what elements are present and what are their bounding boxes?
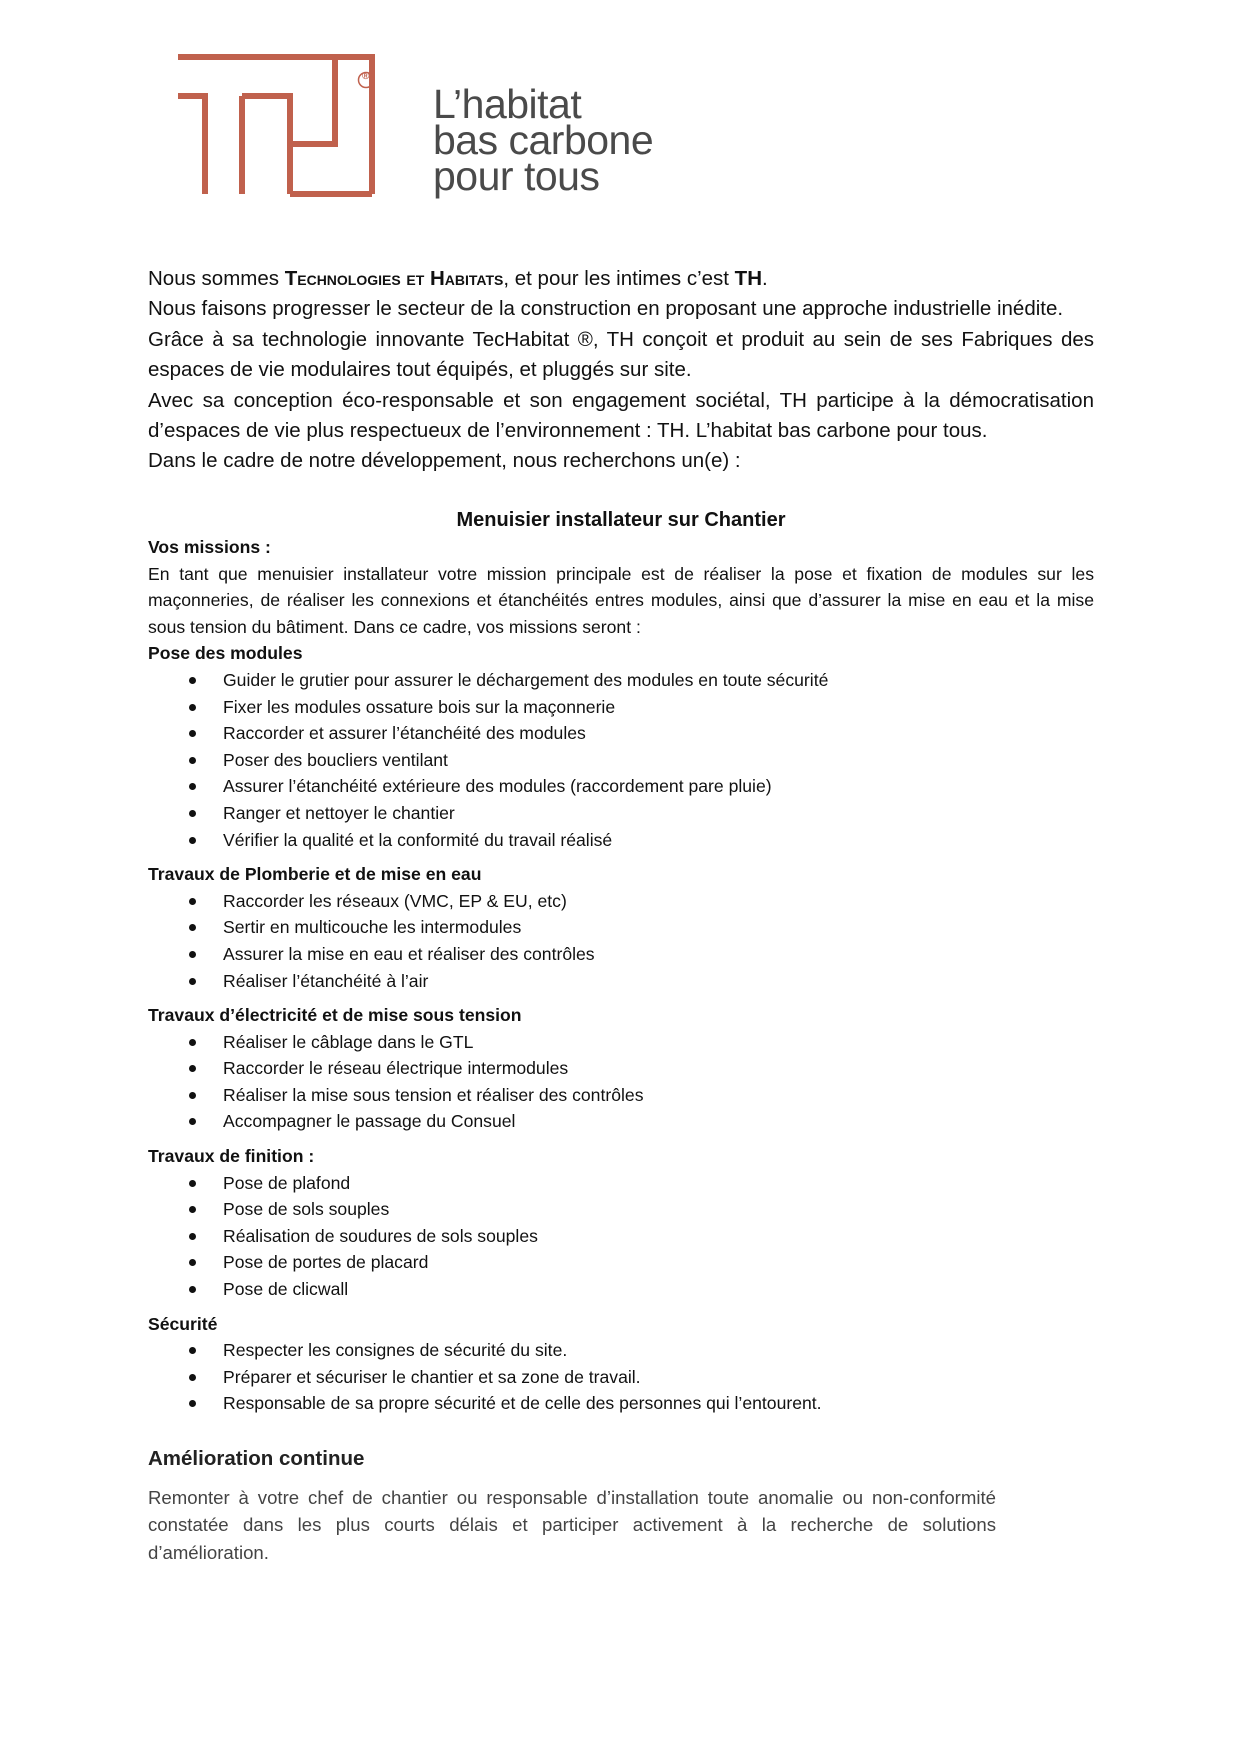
task-list <box>148 888 1094 994</box>
list-item: Fixer les modules ossature bois sur la maçonnerie <box>148 694 1094 721</box>
list-item: Réaliser le câblage dans le GTL <box>148 1029 1094 1056</box>
list-item: Accompagner le passage du Consuel <box>148 1108 1094 1135</box>
list-item: Pose de plafond <box>148 1170 1094 1197</box>
task-list <box>148 1337 1094 1417</box>
section-heading: Travaux de finition : <box>148 1146 315 1167</box>
job-title: Menuisier installateur sur Chantier <box>456 509 786 531</box>
bullet-icon <box>189 978 196 985</box>
company-intro <box>148 264 1094 477</box>
bullet-icon <box>189 810 196 817</box>
list-item: Réaliser la mise sous tension et réaliser des contrôles <box>148 1082 1094 1109</box>
bullet-icon <box>189 1374 196 1381</box>
intro-paragraph: Dans le cadre de notre développement, nous recherchons un(e) : <box>148 449 741 473</box>
section-heading: Travaux d’électricité et de mise sous tension <box>148 1005 522 1026</box>
company-name: Technologies et Habitats <box>284 267 504 290</box>
bullet-icon <box>189 1347 196 1354</box>
list-item: Sertir en multicouche les intermodules <box>148 914 1094 941</box>
tagline-line: pour tous <box>433 153 600 199</box>
intro-paragraph: Nous faisons progresser le secteur de la construction en proposant une approche industrielle inédite. <box>148 297 1064 321</box>
list-item: Pose de clicwall <box>148 1276 1094 1303</box>
task-list <box>148 1029 1094 1135</box>
registered-mark: ® <box>362 71 370 82</box>
improvement-heading: Amélioration continue <box>148 1447 365 1470</box>
th-logo-mark <box>175 54 405 204</box>
bullet-icon <box>189 730 196 737</box>
job-description <box>148 534 1094 1425</box>
section-heading: Travaux de Plomberie et de mise en eau <box>148 864 482 885</box>
company-logo <box>175 54 695 214</box>
bullet-icon <box>189 951 196 958</box>
bullet-icon <box>189 1286 196 1293</box>
list-item: Guider le grutier pour assurer le déchargement des modules en toute sécurité <box>148 667 1094 694</box>
intro-paragraph: Avec sa conception éco-responsable et son engagement sociétal, TH participe à la démocratisation d’espaces de vie plus respectueux de l’environnement : TH. L’habitat bas carbone pour tous. <box>148 388 1094 443</box>
bullet-icon <box>189 704 196 711</box>
bullet-icon <box>189 1233 196 1240</box>
list-item: Vérifier la qualité et la conformité du travail réalisé <box>148 827 1094 854</box>
brand-tagline <box>433 81 654 199</box>
list-item: Raccorder et assurer l’étanchéité des modules <box>148 720 1094 747</box>
bullet-icon <box>189 1180 196 1187</box>
bullet-icon <box>189 1206 196 1213</box>
task-list <box>148 667 1094 853</box>
bullet-icon <box>189 1259 196 1266</box>
bullet-icon <box>189 924 196 931</box>
tagline-line: bas carbone <box>433 117 654 163</box>
list-item: Réalisation de soudures de sols souples <box>148 1223 1094 1250</box>
improvement-text: Remonter à votre chef de chantier ou responsable d’installation toute anomalie ou non-conformité constatée dans les plus courts délais et participer activement à la recherche de solutions d’amélioration. <box>148 1487 996 1563</box>
bullet-icon <box>189 1039 196 1046</box>
company-short-name: TH <box>734 267 762 290</box>
missions-heading: Vos missions : <box>148 537 271 557</box>
list-item: Raccorder les réseaux (VMC, EP & EU, etc) <box>148 888 1094 915</box>
list-item: Pose de portes de placard <box>148 1249 1094 1276</box>
list-item: Assurer l’étanchéité extérieure des modules (raccordement pare pluie) <box>148 773 1094 800</box>
task-list <box>148 1170 1094 1303</box>
list-item: Respecter les consignes de sécurité du site. <box>148 1337 1094 1364</box>
list-item: Réaliser l’étanchéité à l’air <box>148 968 1094 995</box>
bullet-icon <box>189 898 196 905</box>
bullet-icon <box>189 1400 196 1407</box>
intro-paragraph: Grâce à sa technologie innovante TecHabitat ®, TH conçoit et produit au sein de ses Fabriques des espaces de vie modulaires tout équipés, et pluggés sur site. <box>148 327 1094 382</box>
list-item: Ranger et nettoyer le chantier <box>148 800 1094 827</box>
intro-paragraph: Nous sommes Technologies et Habitats, et pour les intimes c’est TH. <box>148 267 768 290</box>
list-item: Pose de sols souples <box>148 1196 1094 1223</box>
bullet-icon <box>189 757 196 764</box>
list-item: Préparer et sécuriser le chantier et sa zone de travail. <box>148 1364 1094 1391</box>
tagline-line: L’habitat <box>433 81 582 127</box>
bullet-icon <box>189 677 196 684</box>
section-heading: Sécurité <box>148 1313 218 1334</box>
bullet-icon <box>189 783 196 790</box>
list-item: Assurer la mise en eau et réaliser des contrôles <box>148 941 1094 968</box>
bullet-icon <box>189 1065 196 1072</box>
bullet-icon <box>189 1118 196 1125</box>
bullet-icon <box>189 1092 196 1099</box>
list-item: Poser des boucliers ventilant <box>148 747 1094 774</box>
list-item: Raccorder le réseau électrique intermodules <box>148 1055 1094 1082</box>
section-heading: Pose des modules <box>148 643 303 664</box>
missions-text: En tant que menuisier installateur votre mission principale est de réaliser la pose et fixation de modules sur les maçonneries, de réaliser les connexions et étanchéités entres modules, ainsi que d’assurer la mise en eau et la mise sous tension du bâtiment. Dans ce cadre, vos missions seront : <box>148 563 1094 637</box>
list-item: Responsable de sa propre sécurité et de celle des personnes qui l’entourent. <box>148 1390 1094 1417</box>
bullet-icon <box>189 837 196 844</box>
